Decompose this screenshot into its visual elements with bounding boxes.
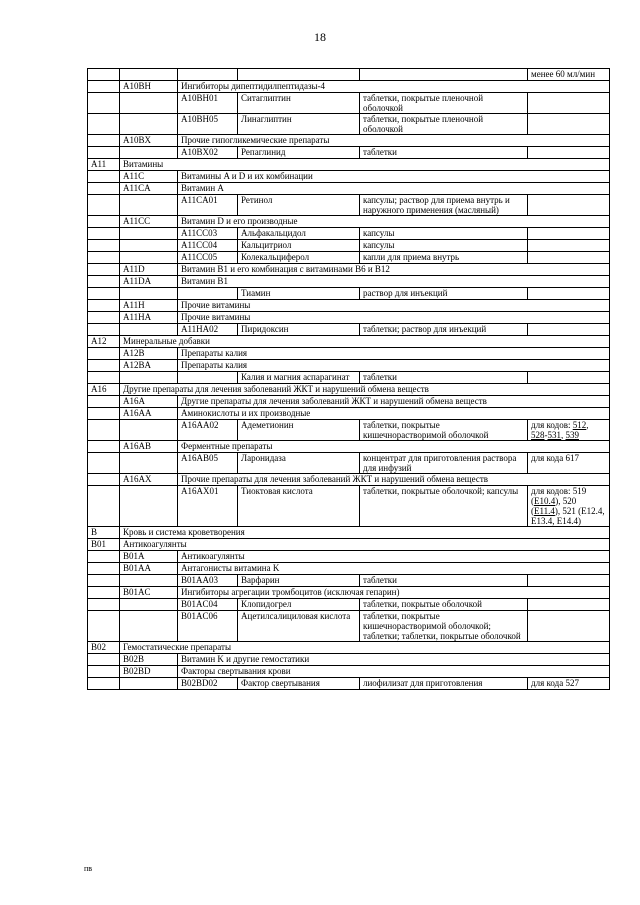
- drug-name-cell: Колекальциферол: [238, 252, 360, 264]
- note-cell: [528, 324, 610, 336]
- dosage-form-cell: капсулы: [360, 240, 528, 252]
- code-cell: [88, 252, 120, 264]
- code-cell: [88, 348, 120, 360]
- drug-name-cell: Пиридоксин: [238, 324, 360, 336]
- code-cell: A16AB: [120, 441, 178, 453]
- drug-row: [88, 453, 610, 474]
- group-row: [88, 551, 610, 563]
- code-cell: [178, 372, 238, 384]
- note-cell: [528, 599, 610, 611]
- code-cell: [88, 216, 120, 228]
- drug-row: [88, 486, 610, 527]
- dosage-form-cell: таблетки, покрытые пленочной оболочкой: [360, 93, 528, 114]
- code-cell: [120, 486, 178, 527]
- group-title-cell: Препараты калия: [178, 360, 610, 372]
- drug-row: [88, 147, 610, 159]
- code-cell: [88, 453, 120, 474]
- code-cell: [88, 408, 120, 420]
- code-cell: [120, 372, 178, 384]
- group-title-cell: Витамин B1 и его комбинация с витаминами B6 и B12: [178, 264, 610, 276]
- note-cell: [528, 93, 610, 114]
- note-cell: [528, 252, 610, 264]
- code-cell: [88, 587, 120, 599]
- group-title-cell: Ферментные препараты: [178, 441, 610, 453]
- section-title-cell: Минеральные добавки: [120, 336, 610, 348]
- code-cell: A10BH01: [178, 93, 238, 114]
- group-title-cell: Антагонисты витамина K: [178, 563, 610, 575]
- code-cell: A10BX: [120, 135, 178, 147]
- dosage-form-cell: таблетки: [360, 147, 528, 159]
- drug-row: [88, 611, 610, 642]
- page-number: 18: [314, 30, 326, 44]
- code-cell: [88, 147, 120, 159]
- group-row: [88, 183, 610, 195]
- note-cell: [528, 195, 610, 216]
- code-cell: A16AB05: [178, 453, 238, 474]
- drug-name-cell: Кальцитриол: [238, 240, 360, 252]
- code-cell: [88, 441, 120, 453]
- note-cell: менее 60 мл/мин: [528, 69, 610, 81]
- dosage-form-cell: таблетки: [360, 575, 528, 587]
- code-cell: A16: [88, 384, 120, 396]
- drug-name-cell: Линаглиптин: [238, 114, 360, 135]
- code-cell: [88, 599, 120, 611]
- drug-name-cell: Клопидогрел: [238, 599, 360, 611]
- code-cell: A11CC05: [178, 252, 238, 264]
- section-row: [88, 159, 610, 171]
- code-cell: [88, 93, 120, 114]
- section-row: [88, 527, 610, 539]
- drug-name-cell: Варфарин: [238, 575, 360, 587]
- section-row: [88, 642, 610, 654]
- dosage-form-cell: таблетки, покрытые кишечнорастворимой оболочкой: [360, 420, 528, 441]
- drug-row: [88, 252, 610, 264]
- code-cell: [88, 611, 120, 642]
- group-title-cell: Прочие препараты для лечения заболеваний ЖКТ и нарушений обмена веществ: [178, 474, 610, 486]
- group-title-cell: Витамин K и другие гемостатики: [178, 654, 610, 666]
- group-row: [88, 408, 610, 420]
- code-cell: B01AC04: [178, 599, 238, 611]
- code-cell: A16AA: [120, 408, 178, 420]
- drug-name-cell: Альфакальцидол: [238, 228, 360, 240]
- code-cell: [120, 575, 178, 587]
- group-title-cell: Ингибиторы дипептидилпептидазы-4: [178, 81, 610, 93]
- code-cell: [88, 474, 120, 486]
- code-cell: [120, 678, 178, 690]
- group-row: [88, 563, 610, 575]
- code-cell: [88, 276, 120, 288]
- code-cell: [88, 551, 120, 563]
- group-row: [88, 360, 610, 372]
- code-cell: [88, 300, 120, 312]
- group-row: [88, 81, 610, 93]
- dosage-form-cell: капли для приема внутрь: [360, 252, 528, 264]
- code-cell: B01AC06: [178, 611, 238, 642]
- drug-list-table: [87, 68, 610, 690]
- drug-name-cell: Калия и магния аспарагинат: [238, 372, 360, 384]
- code-cell: A11CA: [120, 183, 178, 195]
- group-row: [88, 276, 610, 288]
- note-cell: для кода 527: [528, 678, 610, 690]
- group-row: [88, 264, 610, 276]
- code-cell: B01AC: [120, 587, 178, 599]
- drug-row: [88, 69, 610, 81]
- group-row: [88, 474, 610, 486]
- group-row: [88, 396, 610, 408]
- code-cell: [88, 264, 120, 276]
- dosage-form-cell: таблетки; раствор для инъекций: [360, 324, 528, 336]
- code-cell: B: [88, 527, 120, 539]
- code-cell: [120, 420, 178, 441]
- code-cell: B01: [88, 539, 120, 551]
- code-cell: [120, 228, 178, 240]
- group-title-cell: Ингибиторы агрегации тромбоцитов (исключая гепарин): [178, 587, 610, 599]
- drug-row: [88, 324, 610, 336]
- dosage-form-cell: [360, 69, 528, 81]
- code-cell: [88, 678, 120, 690]
- drug-row: [88, 678, 610, 690]
- group-row: [88, 171, 610, 183]
- drug-name-cell: Тиамин: [238, 288, 360, 300]
- code-cell: A16AA02: [178, 420, 238, 441]
- group-title-cell: Антикоагулянты: [178, 551, 610, 563]
- code-cell: A10BH: [120, 81, 178, 93]
- code-cell: [88, 654, 120, 666]
- code-cell: [88, 81, 120, 93]
- dosage-form-cell: капсулы; раствор для приема внутрь и наружного применения (масляный): [360, 195, 528, 216]
- note-cell: [528, 147, 610, 159]
- code-cell: [88, 69, 120, 81]
- code-cell: [88, 228, 120, 240]
- code-cell: A11D: [120, 264, 178, 276]
- drug-name-cell: Фактор свертывания: [238, 678, 360, 690]
- code-cell: [88, 666, 120, 678]
- code-cell: [120, 114, 178, 135]
- group-row: [88, 654, 610, 666]
- group-title-cell: Витамин B1: [178, 276, 610, 288]
- note-cell: [528, 240, 610, 252]
- group-title-cell: Витамины A и D и их комбинации: [178, 171, 610, 183]
- section-title-cell: Гемостатические препараты: [120, 642, 610, 654]
- code-cell: A11CC: [120, 216, 178, 228]
- drug-name-cell: Тиоктовая кислота: [238, 486, 360, 527]
- code-cell: A12B: [120, 348, 178, 360]
- note-cell: для кода 617: [528, 453, 610, 474]
- drug-name-cell: Ацетилсалициловая кислота: [238, 611, 360, 642]
- code-cell: [88, 288, 120, 300]
- code-cell: [88, 195, 120, 216]
- group-row: [88, 348, 610, 360]
- code-cell: A11H: [120, 300, 178, 312]
- group-row: [88, 587, 610, 599]
- note-cell: [528, 575, 610, 587]
- code-cell: [88, 312, 120, 324]
- code-cell: [88, 135, 120, 147]
- code-cell: [120, 611, 178, 642]
- code-cell: [120, 324, 178, 336]
- code-cell: [88, 563, 120, 575]
- code-cell: [88, 324, 120, 336]
- section-row: [88, 336, 610, 348]
- code-cell: A11C: [120, 171, 178, 183]
- group-title-cell: Прочие гипогликемические препараты: [178, 135, 610, 147]
- section-title-cell: Витамины: [120, 159, 610, 171]
- code-cell: [120, 195, 178, 216]
- section-title-cell: Другие препараты для лечения заболеваний ЖКТ и нарушений обмена веществ: [120, 384, 610, 396]
- code-cell: [88, 171, 120, 183]
- code-cell: A11: [88, 159, 120, 171]
- drug-row: [88, 599, 610, 611]
- dosage-form-cell: таблетки: [360, 372, 528, 384]
- code-cell: [88, 486, 120, 527]
- section-row: [88, 384, 610, 396]
- group-row: [88, 216, 610, 228]
- drug-row: [88, 575, 610, 587]
- section-title-cell: Кровь и система кроветворения: [120, 527, 610, 539]
- code-cell: [120, 147, 178, 159]
- code-cell: [88, 420, 120, 441]
- note-cell: [528, 611, 610, 642]
- code-cell: [88, 360, 120, 372]
- drug-name-cell: Репаглинид: [238, 147, 360, 159]
- dosage-form-cell: лиофилизат для приготовления: [360, 678, 528, 690]
- code-cell: B02: [88, 642, 120, 654]
- drug-name-cell: Адеметионин: [238, 420, 360, 441]
- code-cell: [88, 183, 120, 195]
- note-cell: для кодов: 512, 528-531, 539: [528, 420, 610, 441]
- group-title-cell: Витамин A: [178, 183, 610, 195]
- section-title-cell: Антикоагулянты: [120, 539, 610, 551]
- drug-row: [88, 372, 610, 384]
- group-title-cell: Факторы свертывания крови: [178, 666, 610, 678]
- group-title-cell: Прочие витамины: [178, 312, 610, 324]
- code-cell: B01A: [120, 551, 178, 563]
- group-title-cell: Прочие витамины: [178, 300, 610, 312]
- group-row: [88, 300, 610, 312]
- dosage-form-cell: таблетки, покрытые оболочкой: [360, 599, 528, 611]
- group-row: [88, 441, 610, 453]
- code-cell: A11CA01: [178, 195, 238, 216]
- code-cell: A11CC04: [178, 240, 238, 252]
- code-cell: [120, 252, 178, 264]
- drug-name-cell: [238, 69, 360, 81]
- note-cell: [528, 228, 610, 240]
- drug-row: [88, 420, 610, 441]
- group-row: [88, 135, 610, 147]
- code-cell: [120, 240, 178, 252]
- dosage-form-cell: капсулы: [360, 228, 528, 240]
- section-row: [88, 539, 610, 551]
- drug-row: [88, 195, 610, 216]
- code-cell: B01AA: [120, 563, 178, 575]
- code-cell: A12BA: [120, 360, 178, 372]
- drug-row: [88, 288, 610, 300]
- drug-row: [88, 240, 610, 252]
- drug-name-cell: Ситаглиптин: [238, 93, 360, 114]
- drug-name-cell: Ретинол: [238, 195, 360, 216]
- code-cell: B02BD: [120, 666, 178, 678]
- code-cell: A16A: [120, 396, 178, 408]
- code-cell: B01AA03: [178, 575, 238, 587]
- note-cell: [528, 114, 610, 135]
- code-cell: [88, 575, 120, 587]
- drug-list-body: [88, 69, 610, 690]
- dosage-form-cell: раствор для инъекций: [360, 288, 528, 300]
- code-cell: A11HA02: [178, 324, 238, 336]
- code-cell: [120, 288, 178, 300]
- code-cell: [120, 599, 178, 611]
- code-cell: [120, 453, 178, 474]
- code-cell: B02B: [120, 654, 178, 666]
- code-cell: [178, 288, 238, 300]
- code-cell: A16AX: [120, 474, 178, 486]
- dosage-form-cell: таблетки, покрытые кишечнорастворимой оболочкой; таблетки; таблетки, покрытые оболочкой: [360, 611, 528, 642]
- code-cell: A16AX01: [178, 486, 238, 527]
- group-row: [88, 666, 610, 678]
- code-cell: A10BH05: [178, 114, 238, 135]
- code-cell: [88, 396, 120, 408]
- code-cell: [120, 69, 178, 81]
- drug-row: [88, 114, 610, 135]
- footer-mark: пв: [84, 864, 93, 873]
- note-cell: [528, 372, 610, 384]
- group-row: [88, 312, 610, 324]
- drug-row: [88, 93, 610, 114]
- code-cell: [178, 69, 238, 81]
- code-cell: [88, 114, 120, 135]
- code-cell: A12: [88, 336, 120, 348]
- note-cell: [528, 288, 610, 300]
- code-cell: [120, 93, 178, 114]
- code-cell: [88, 372, 120, 384]
- group-title-cell: Другие препараты для лечения заболеваний ЖКТ и нарушений обмена веществ: [178, 396, 610, 408]
- code-cell: B02BD02: [178, 678, 238, 690]
- dosage-form-cell: концентрат для приготовления раствора для инфузий: [360, 453, 528, 474]
- code-cell: A11DA: [120, 276, 178, 288]
- group-title-cell: Аминокислоты и их производные: [178, 408, 610, 420]
- group-title-cell: Препараты калия: [178, 348, 610, 360]
- drug-row: [88, 228, 610, 240]
- note-cell: для кодов: 519 (E10.4), 520 (E11.4), 521 (E12.4, E13.4, E14.4): [528, 486, 610, 527]
- code-cell: A10BX02: [178, 147, 238, 159]
- dosage-form-cell: таблетки, покрытые оболочкой; капсулы: [360, 486, 528, 527]
- drug-name-cell: Ларонидаза: [238, 453, 360, 474]
- group-title-cell: Витамин D и его производные: [178, 216, 610, 228]
- dosage-form-cell: таблетки, покрытые пленочной оболочкой: [360, 114, 528, 135]
- code-cell: A11HA: [120, 312, 178, 324]
- code-cell: A11CC03: [178, 228, 238, 240]
- code-cell: [88, 240, 120, 252]
